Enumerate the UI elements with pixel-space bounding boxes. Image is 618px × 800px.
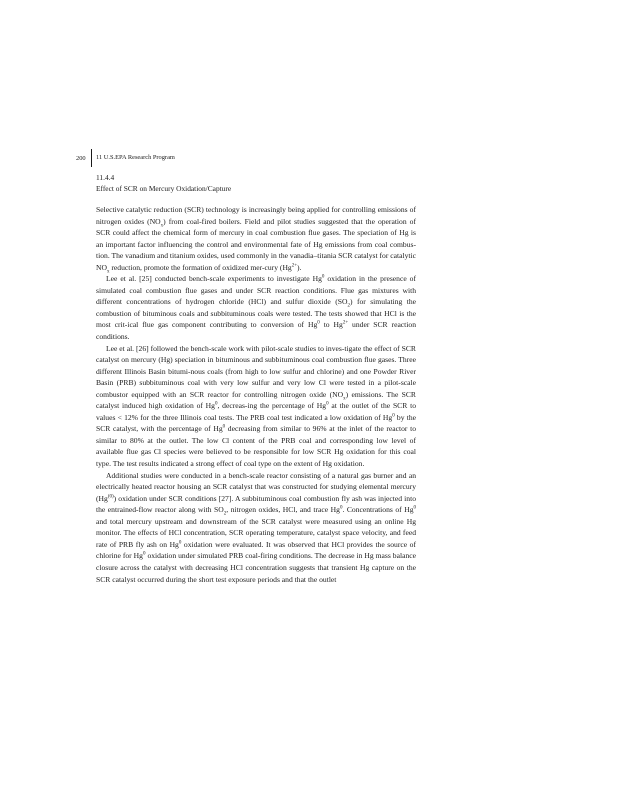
- subscript: 2: [347, 303, 350, 309]
- text-run: ).: [297, 262, 302, 272]
- text-run: decreasing from similar to 96% at the inlet of the reactor to similar to 80% at the outlet. The low Cl content of the PRB coal and corresponding low level of available flue gas Cl species were believed to be responsible for low SCR Hg oxidation for this coal type. The test results indicated a strong effect of coal type on the extent of Hg oxidation.: [96, 424, 417, 469]
- text-run: ) emissions. The SCR catalyst induced high oxidation of Hg: [96, 389, 416, 411]
- text-run: at the outlet of the SCR to values < 12% for the three Illinois coal tests. The PRB coal test indicated a low oxidation of Hg: [96, 401, 417, 422]
- text-run: ) for simulating the combustion of bituminous coals and subbituminous coals were tested. The tests showed that HCl is the most crit-ical flue gas component contributing to conversion of Hg: [96, 297, 417, 330]
- text-run: , nitrogen oxides, HCl, and trace Hg: [226, 505, 340, 515]
- section-title: Effect of SCR on Mercury Oxidation/Capture: [96, 184, 232, 193]
- text-run: oxidation under simulated PRB coal-firing conditions. The decrease in Hg mass balance closure across the catalyst with decreasing HCl concentration suggests that transient Hg capture on the SCR catalyst occurred during the short test exposure periods and that the outlet: [96, 551, 416, 584]
- header-rule: [91, 149, 92, 167]
- paragraph-3: [96, 343, 416, 470]
- superscript: 0: [413, 505, 417, 511]
- superscript: 0: [392, 413, 395, 419]
- paragraph-2: [96, 273, 416, 342]
- text-run: oxidation in the presence of simulated coal combustion flue gases and under SCR reaction conditions. Flue gas mixtures with different concentrations of hydrogen chloride (HCl) and sulfur dioxide (SO: [96, 274, 417, 307]
- running-head: [76, 151, 90, 165]
- paragraph-4: [96, 470, 416, 585]
- superscript: 0: [321, 274, 325, 280]
- text-run: ) from coal-fired boilers. Field and pilot studies suggested that the operation of SCR could affect the chemical form of mercury in coal combustion flue gases. The speciation of Hg is an important factor influencing the control and environmental fate of Hg emissions from coal combus-tion. The vanadium and titanium oxides, used commonly in the vanadia–titania SCR catalyst for catalytic NO: [96, 216, 416, 272]
- page-number: 200: [76, 154, 86, 162]
- text-run: Additional studies were conducted in a bench-scale reactor consisting of a natural gas burner and an electrically heated reactor housing an SCR catalyst that was constructed for studying elemental mercury (Hg: [96, 470, 416, 503]
- text-run: , decreas-ing the percentage of Hg: [217, 401, 327, 411]
- superscript: 0: [178, 540, 182, 546]
- subscript: x: [160, 223, 164, 229]
- text-run: reduction, promote the formation of oxidized mer-cury (Hg: [109, 262, 292, 272]
- text-run: Lee et al. [25] conducted bench-scale experiments to investigate Hg: [106, 274, 322, 284]
- chapter-title: 11 U.S.EPA Research Program: [96, 154, 175, 161]
- text-run: under SCR reaction conditions.: [96, 320, 416, 342]
- text-run: . Concentrations of Hg: [342, 505, 414, 515]
- superscript: 0: [317, 320, 320, 326]
- text-run: oxidation were evaluated. It was observed that HCl provides the source of chlorine for Hg: [96, 539, 416, 561]
- superscript: 0: [326, 401, 329, 407]
- superscript: 2+: [291, 263, 298, 269]
- superscript: 2+: [342, 320, 349, 326]
- text-run: by the SCR catalyst, with the percentage of Hg: [96, 412, 416, 434]
- subscript: 2: [223, 511, 227, 517]
- text-run: Selective catalytic reduction (SCR) technology is increasingly being applied for controlling emissions of nitrogen oxides (NO: [96, 205, 416, 226]
- superscript: 0: [142, 551, 146, 557]
- text-run: to Hg: [319, 320, 343, 330]
- superscript: 0: [214, 401, 218, 407]
- text-run: Lee et al. [26] followed the bench-scale work with pilot-scale studies to inves-tigate the effect of SCR catalyst on mercury (Hg) speciation in bituminous and subbituminous coal combustion flue gases. Three different Illinois Basin bitumi-nous coals (from high to low sulfur and chlorine) and one Powder River Basin (PRB) subbituminous coal with very low sulfur and very low Cl were tested in a pilot-scale combustor equipped with an SCR reactor for controlling nitrogen oxide (NO: [96, 343, 416, 399]
- superscript: (0): [107, 494, 114, 500]
- subscript: x: [106, 269, 110, 275]
- section-number: 11.4.4: [96, 173, 115, 182]
- body-text: [96, 204, 416, 585]
- superscript: 0: [222, 424, 226, 430]
- subscript: x: [343, 396, 346, 402]
- section-heading: [96, 172, 231, 194]
- superscript: 0: [339, 505, 343, 511]
- text-run: ) oxidation under SCR conditions [27]. A subbituminous coal combustion fly ash was injected into the entrained-flow reactor along with SO: [96, 493, 416, 515]
- paragraph-1: [96, 204, 416, 273]
- text-run: and total mercury upstream and downstream of the SCR catalyst were measured using an online Hg monitor. The effects of HCl concentration, SCR operating temperature, catalyst space velocity, and feed rate of PRB fly ash on Hg: [96, 516, 416, 549]
